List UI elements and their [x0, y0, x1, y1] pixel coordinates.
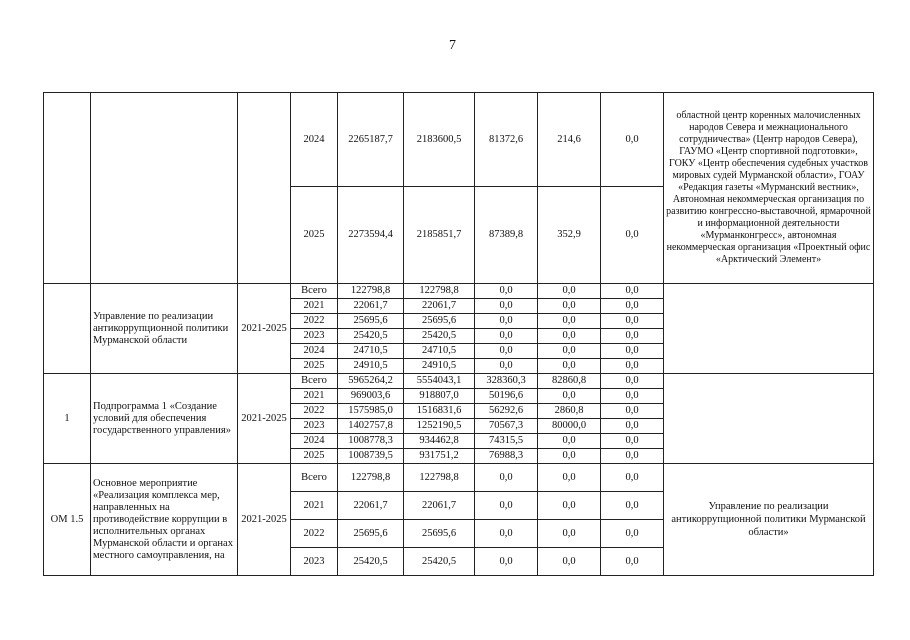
name-cell: Управление по реализации антикоррупционной политики Мурманской области	[91, 284, 238, 374]
local-cell: 82860,8	[538, 374, 601, 389]
year-cell: 2023	[291, 329, 338, 344]
total-cell: 25420,5	[338, 329, 404, 344]
total-cell: 969003,6	[338, 389, 404, 404]
regional-cell: 1516831,6	[404, 404, 475, 419]
regional-cell: 25695,6	[404, 314, 475, 329]
federal-cell: 70567,3	[475, 419, 538, 434]
period-cell	[238, 93, 291, 284]
other-cell: 0,0	[601, 419, 664, 434]
year-cell: 2021	[291, 299, 338, 314]
local-cell: 0,0	[538, 314, 601, 329]
regional-cell: 1252190,5	[404, 419, 475, 434]
year-cell: 2025	[291, 187, 338, 284]
total-cell: 2265187,7	[338, 93, 404, 187]
regional-cell: 24710,5	[404, 344, 475, 359]
regional-cell: 5554043,1	[404, 374, 475, 389]
federal-cell: 0,0	[475, 344, 538, 359]
year-cell: 2025	[291, 359, 338, 374]
other-cell: 0,0	[601, 548, 664, 576]
regional-cell: 122798,8	[404, 464, 475, 492]
other-cell: 0,0	[601, 344, 664, 359]
total-cell: 24910,5	[338, 359, 404, 374]
page-number: 7	[449, 38, 456, 53]
local-cell: 0,0	[538, 520, 601, 548]
other-cell: 0,0	[601, 434, 664, 449]
period-cell: 2021-2025	[238, 374, 291, 464]
year-cell: 2021	[291, 389, 338, 404]
year-cell: Всего	[291, 464, 338, 492]
local-cell: 214,6	[538, 93, 601, 187]
regional-cell: 931751,2	[404, 449, 475, 464]
executor-cell: областной центр коренных малочисленных народов Севера и межнационального сотрудничества» (Центр народов Севера), ГАУМО «Центр спортивной подготовки», ГОКУ «Центр обеспечения судебных участков мировых судей Мурманской области», ГОАУ «Редакция газеты «Мурманский вестник», Автономная некоммерческая организация по развитию конгрессно-выставочной, ярмарочной и информационной деятельности «Мурманконгресс», автономная некоммерческая организация «Проектный офис «Арктический Элемент»	[664, 93, 874, 284]
total-cell: 1008739,5	[338, 449, 404, 464]
federal-cell: 0,0	[475, 299, 538, 314]
total-cell: 5965264,2	[338, 374, 404, 389]
table-row	[44, 93, 874, 187]
year-cell: 2023	[291, 419, 338, 434]
other-cell: 0,0	[601, 284, 664, 299]
year-cell: 2025	[291, 449, 338, 464]
total-cell: 122798,8	[338, 464, 404, 492]
year-cell: Всего	[291, 284, 338, 299]
regional-cell: 934462,8	[404, 434, 475, 449]
year-cell: 2024	[291, 434, 338, 449]
other-cell: 0,0	[601, 187, 664, 284]
year-cell: 2022	[291, 314, 338, 329]
federal-cell: 0,0	[475, 284, 538, 299]
other-cell: 0,0	[601, 449, 664, 464]
other-cell: 0,0	[601, 520, 664, 548]
name-cell: Основное мероприятие «Реализация комплекса мер, направленных на противодействие коррупции в исполнительных органах Мурманской области и органах местного самоуправления, на	[91, 464, 238, 576]
federal-cell: 0,0	[475, 329, 538, 344]
year-cell: 2022	[291, 520, 338, 548]
local-cell: 0,0	[538, 284, 601, 299]
total-cell: 25695,6	[338, 314, 404, 329]
other-cell: 0,0	[601, 404, 664, 419]
regional-cell: 25420,5	[404, 548, 475, 576]
num-cell	[44, 284, 91, 374]
regional-cell: 22061,7	[404, 492, 475, 520]
other-cell: 0,0	[601, 464, 664, 492]
local-cell: 0,0	[538, 492, 601, 520]
local-cell: 0,0	[538, 449, 601, 464]
other-cell: 0,0	[601, 374, 664, 389]
local-cell: 0,0	[538, 548, 601, 576]
regional-cell: 24910,5	[404, 359, 475, 374]
local-cell: 0,0	[538, 344, 601, 359]
federal-cell: 0,0	[475, 464, 538, 492]
local-cell: 0,0	[538, 434, 601, 449]
total-cell: 1008778,3	[338, 434, 404, 449]
regional-cell: 122798,8	[404, 284, 475, 299]
federal-cell: 328360,3	[475, 374, 538, 389]
total-cell: 22061,7	[338, 299, 404, 314]
total-cell: 122798,8	[338, 284, 404, 299]
budget-table	[43, 92, 874, 576]
local-cell: 0,0	[538, 359, 601, 374]
name-cell	[91, 93, 238, 284]
federal-cell: 0,0	[475, 492, 538, 520]
period-cell: 2021-2025	[238, 284, 291, 374]
federal-cell: 0,0	[475, 359, 538, 374]
other-cell: 0,0	[601, 329, 664, 344]
regional-cell: 918807,0	[404, 389, 475, 404]
federal-cell: 76988,3	[475, 449, 538, 464]
regional-cell: 25695,6	[404, 520, 475, 548]
regional-cell: 22061,7	[404, 299, 475, 314]
regional-cell: 2185851,7	[404, 187, 475, 284]
total-cell: 25420,5	[338, 548, 404, 576]
year-cell: 2021	[291, 492, 338, 520]
federal-cell: 56292,6	[475, 404, 538, 419]
federal-cell: 50196,6	[475, 389, 538, 404]
table-row	[44, 374, 874, 389]
executor-cell: Управление по реализации антикоррупционной политики Мурманской области»	[664, 464, 874, 576]
local-cell: 0,0	[538, 299, 601, 314]
regional-cell: 25420,5	[404, 329, 475, 344]
year-cell: 2023	[291, 548, 338, 576]
local-cell: 0,0	[538, 389, 601, 404]
num-cell	[44, 93, 91, 284]
total-cell: 24710,5	[338, 344, 404, 359]
federal-cell: 81372,6	[475, 93, 538, 187]
year-cell: 2022	[291, 404, 338, 419]
total-cell: 1575985,0	[338, 404, 404, 419]
other-cell: 0,0	[601, 389, 664, 404]
local-cell: 0,0	[538, 329, 601, 344]
total-cell: 25695,6	[338, 520, 404, 548]
other-cell: 0,0	[601, 299, 664, 314]
executor-cell	[664, 284, 874, 374]
year-cell: Всего	[291, 374, 338, 389]
num-cell: ОМ 1.5	[44, 464, 91, 576]
year-cell: 2024	[291, 93, 338, 187]
total-cell: 1402757,8	[338, 419, 404, 434]
name-cell: Подпрограмма 1 «Создание условий для обеспечения государственного управления»	[91, 374, 238, 464]
federal-cell: 74315,5	[475, 434, 538, 449]
federal-cell: 0,0	[475, 548, 538, 576]
local-cell: 80000,0	[538, 419, 601, 434]
other-cell: 0,0	[601, 359, 664, 374]
total-cell: 22061,7	[338, 492, 404, 520]
regional-cell: 2183600,5	[404, 93, 475, 187]
year-cell: 2024	[291, 344, 338, 359]
other-cell: 0,0	[601, 93, 664, 187]
local-cell: 2860,8	[538, 404, 601, 419]
other-cell: 0,0	[601, 314, 664, 329]
local-cell: 352,9	[538, 187, 601, 284]
federal-cell: 0,0	[475, 314, 538, 329]
federal-cell: 0,0	[475, 520, 538, 548]
table-row	[44, 464, 874, 492]
period-cell: 2021-2025	[238, 464, 291, 576]
total-cell: 2273594,4	[338, 187, 404, 284]
federal-cell: 87389,8	[475, 187, 538, 284]
local-cell: 0,0	[538, 464, 601, 492]
num-cell: 1	[44, 374, 91, 464]
executor-cell	[664, 374, 874, 464]
table-row	[44, 284, 874, 299]
other-cell: 0,0	[601, 492, 664, 520]
